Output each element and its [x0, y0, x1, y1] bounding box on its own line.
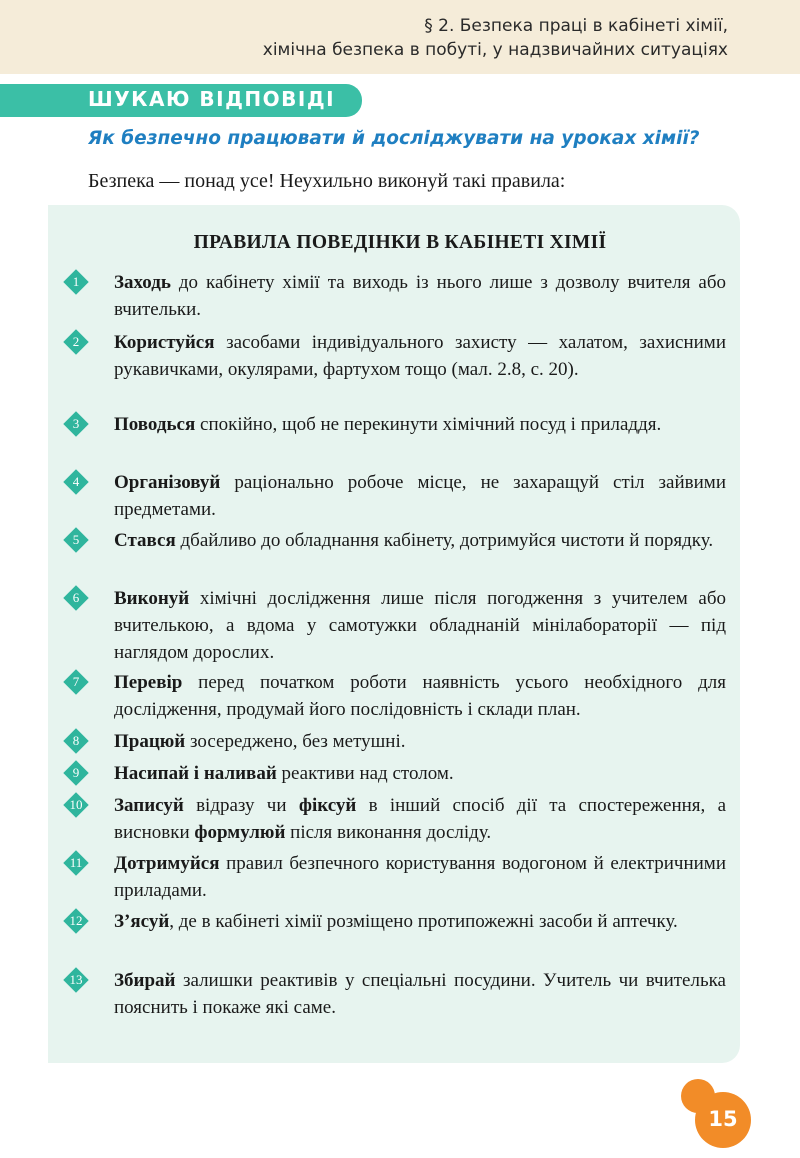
rule-keyword: Виконуй	[114, 588, 190, 609]
running-header	[263, 14, 728, 62]
rule-keyword: Записуй	[114, 795, 184, 816]
rule-badge-1: 1	[64, 270, 88, 294]
rule-keyword: Працюй	[114, 731, 186, 752]
rule-keyword: Користуйся	[114, 332, 215, 353]
page-number: 15	[708, 1107, 738, 1131]
running-header-line-1: § 2. Безпека праці в кабінеті хімії,	[424, 16, 728, 36]
rule-keyword: З’ясуй	[114, 911, 170, 932]
rule-item-8: Працюй зосереджено, без метушні.	[114, 731, 406, 752]
intro-text: Безпека — понад усе! Неухильно виконуй такі правила:	[88, 170, 566, 192]
rule-badge-8: 8	[64, 729, 88, 753]
rule-badge-11: 11	[64, 851, 88, 875]
rule-keyword-2: фіксуй	[298, 795, 357, 816]
rule-keyword: Перевір	[114, 672, 183, 693]
rule-badge-5: 5	[64, 528, 88, 552]
rule-item-7: Перевір перед початком роботи наявність усього необхідного для дослідження, продумай його послідовність і склади план.	[114, 672, 726, 720]
section-title: ШУКАЮ ВІДПОВІДІ	[88, 87, 336, 111]
rule-item-2: Користуйся засобами індивідуального захисту — халатом, захисними рукавичками, окулярами, фартухом тощо (мал. 2.8, с. 20).	[114, 332, 726, 380]
rule-keyword: Поводься	[114, 414, 196, 435]
rule-badge-4: 4	[64, 470, 88, 494]
rule-item-9: Насипай і наливай реактиви над столом.	[114, 763, 454, 784]
rule-item-5: Стався дбайливо до обладнання кабінету, дотримуйся чистоти й порядку.	[114, 530, 714, 551]
rule-badge-13: 13	[64, 968, 88, 992]
rule-badge-9: 9	[64, 761, 88, 785]
running-header-line-2: хімічна безпека в побуті, у надзвичайних ситуаціях	[262, 40, 728, 60]
rule-badge-6: 6	[64, 586, 88, 610]
rules-title: ПРАВИЛА ПОВЕДІНКИ В КАБІНЕТІ ХІМІЇ	[193, 232, 607, 253]
rule-keyword: Насипай і наливай	[114, 763, 277, 784]
rule-item-6: Виконуй хімічні дослідження лише після погодження з учителем або вчителькою, а вдома у самотужки обладнаній мінілабораторії — під наглядом дорослих.	[114, 588, 726, 663]
rule-badge-10: 10	[64, 793, 88, 817]
rule-badge-12: 12	[64, 909, 88, 933]
rule-item-10: Записуй відразу чи фіксуй в інший спосіб дії та спостереження, а висновки формулюй після виконання досліду.	[114, 795, 727, 843]
rule-keyword: Організовуй	[114, 472, 221, 493]
rule-keyword: Стався	[114, 530, 176, 551]
rule-badge-3: 3	[64, 412, 88, 436]
rule-item-11: Дотримуйся правил безпечного користування водогоном й електричними приладами.	[114, 853, 726, 901]
rule-item-3: Поводься спокійно, щоб не перекинути хімічний посуд і приладдя.	[114, 414, 662, 435]
rule-keyword: Заходь	[114, 272, 171, 293]
rule-item-1: Заходь до кабінету хімії та виходь із нього лише з дозволу вчителя або вчительки.	[114, 272, 726, 320]
rule-badge-7: 7	[64, 670, 88, 694]
rule-item-4: Організовуй раціонально робоче місце, не захаращуй стіл зайвими предметами.	[114, 472, 726, 520]
rule-keyword-3: формулюй	[194, 822, 286, 843]
rule-keyword: Дотримуйся	[114, 853, 220, 874]
rule-badge-2: 2	[64, 330, 88, 354]
rule-item-12: З’ясуй, де в кабінеті хімії розміщено протипожежні засоби й аптечку.	[114, 911, 678, 932]
rule-keyword: Збирай	[114, 970, 176, 991]
rule-item-13: Збирай залишки реактивів у спеціальні посудини. Учитель чи вчителька пояснить і покаже які саме.	[114, 970, 726, 1018]
section-question: Як безпечно працювати й досліджувати на уроках хімії?	[88, 128, 700, 149]
section-banner	[0, 84, 362, 117]
